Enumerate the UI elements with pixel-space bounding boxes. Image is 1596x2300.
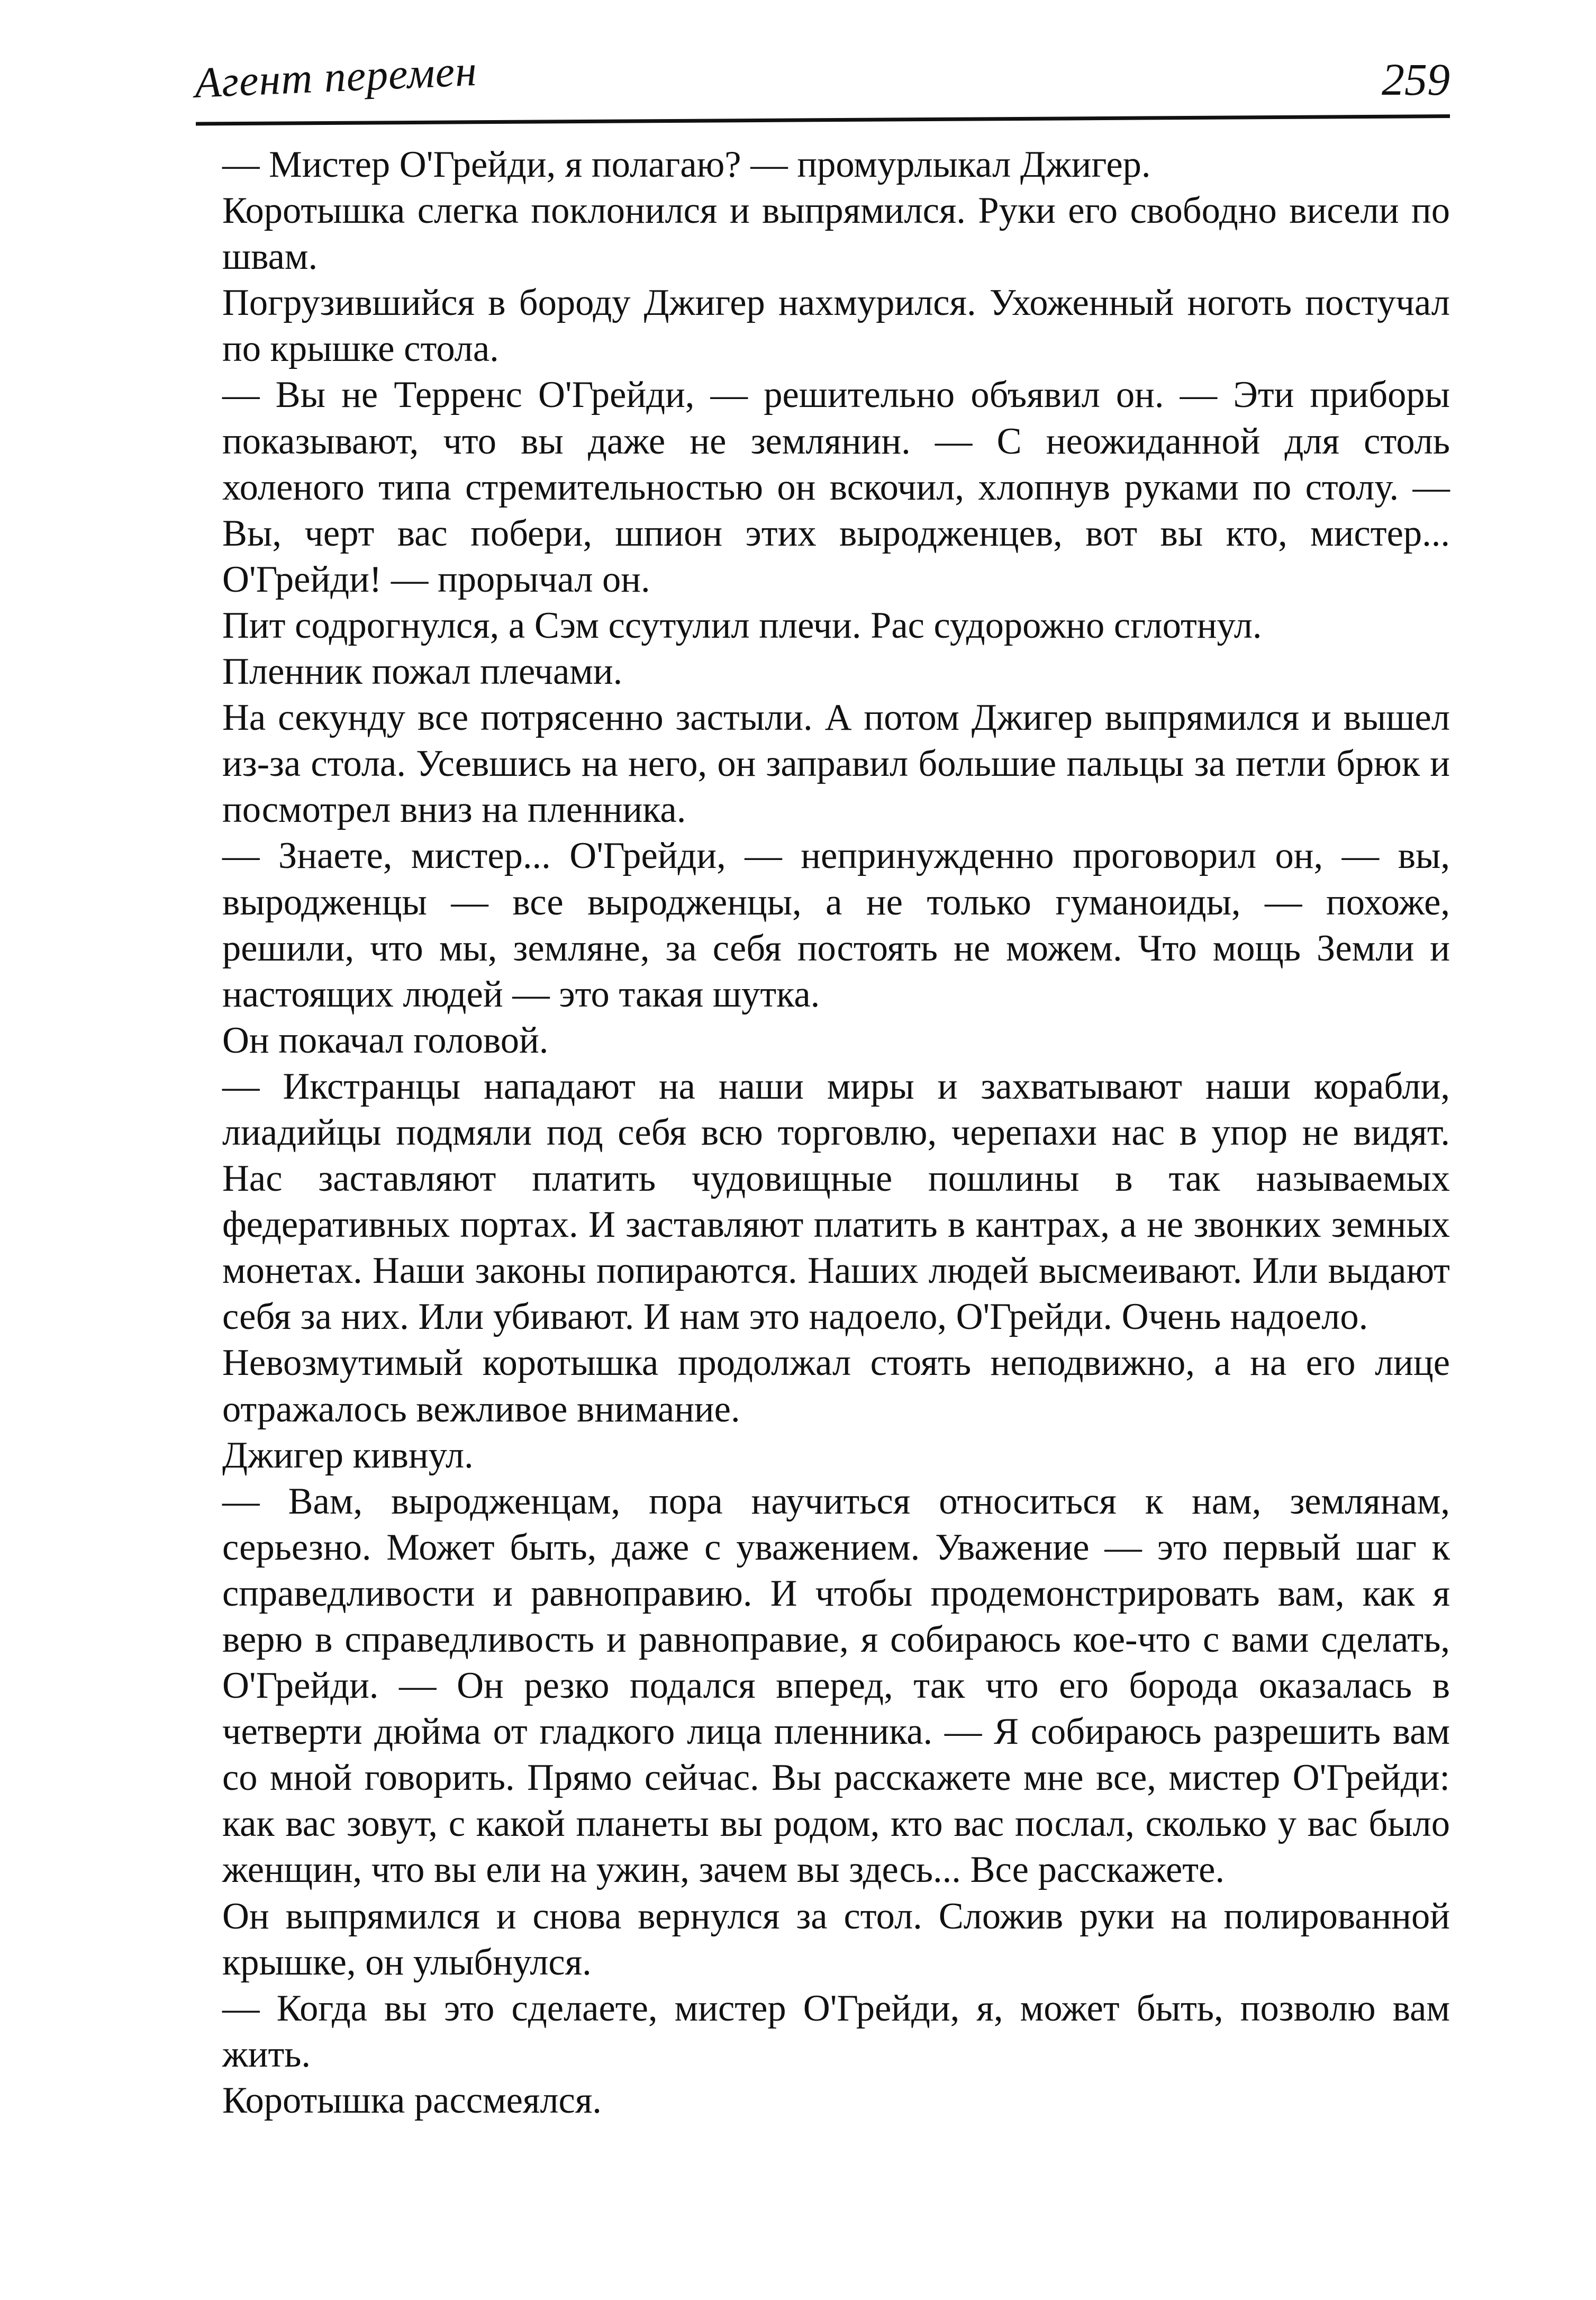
paragraph: Джигер кивнул. [222,1434,474,1476]
paragraph: — Вам, выродженцам, пора научиться относиться к нам, землянам, серьезно. Может быть, даже с уважением. Уважение — это первый шаг к справедливости и равноправию. И чтобы продемонстрировать вам, как я верю в справедливость и равноправие, я собираюсь кое-что с вами сделать, О'Грейди. — Он резко подался вперед, так что его борода оказалась в четверти дюйма от гладкого лица пленника. — Я собираюсь разрешить вам со мной говорить. Прямо сейчас. Вы расскажете мне все, мистер О'Грейди: как вас зовут, с какой планеты вы родом, кто вас послал, сколько у вас было женщин, что вы ели на ужин, зачем вы здесь... Все расскажете. [222,1480,1450,1891]
paragraph: Коротышка слегка поклонился и выпрямился. Руки его свободно висели по швам. [222,190,1450,278]
paragraph: — Икстранцы нападают на наши миры и захватывают наши корабли, лиадийцы подмяли под себя всю торговлю, черепахи нас в упор не видят. Нас заставляют платить чудовищные пошлины в так называемых федеративных портах. И заставляют платить в кантрах, а не звонких земных монетах. Наши законы попираются. Наших людей высмеивают. Или выдают себя за них. Или убивают. И нам это надоело, О'Грейди. Очень надоело. [222,1065,1450,1338]
paragraph: Пит содрогнулся, а Сэм ссутулил плечи. Рас судорожно сглотнул. [222,604,1262,646]
running-title: Агент перемен [193,46,478,107]
paragraph: На секунду все потрясенно застыли. А потом Джигер выпрямился и вышел из-за стола. Усевшись на него, он заправил большие пальцы за петли брюк и посмотрел вниз на пленника. [222,697,1450,831]
paragraph: Он покачал головой. [222,1019,549,1061]
paragraph: Пленник пожал плечами. [222,651,623,693]
body-text [222,142,1450,2124]
paragraph: — Вы не Терренс О'Грейди, — решительно объявил он. — Эти приборы показывают, что вы даже не землянин. — С неожиданной для столь холеного типа стремительностью он вскочил, хлопнув руками по столу. — Вы, черт вас побери, шпион этих выродженцев, вот вы кто, мистер... О'Грейди! — прорычал он. [222,374,1450,600]
paragraph: — Мистер О'Грейди, я полагаю? — промурлыкал Джигер. [222,144,1151,185]
paragraph: — Когда вы это сделаете, мистер О'Грейди, я, может быть, позволю вам жить. [222,1987,1450,2075]
paragraph: Он выпрямился и снова вернулся за стол. Сложив руки на полированной крышке, он улыбнулся. [222,1895,1450,1983]
paragraph: Погрузившийся в бороду Джигер нахмурился. Ухоженный ноготь постучал по крышке стола. [222,282,1450,370]
page-number: 259 [1382,54,1450,105]
paragraph: Невозмутимый коротышка продолжал стоять неподвижно, а на его лице отражалось вежливое внимание. [222,1342,1450,1430]
header-rule [196,114,1450,125]
page-header [191,37,1450,127]
paragraph: — Знаете, мистер... О'Грейди, — непринужденно проговорил он, — вы, выродженцы — все выродженцы, а не только гуманоиды, — похоже, решили, что мы, земляне, за себя постоять не можем. Что мощь Земли и настоящих людей — это такая шутка. [222,835,1450,1015]
paragraph: Коротышка рассмеялся. [222,2079,602,2121]
